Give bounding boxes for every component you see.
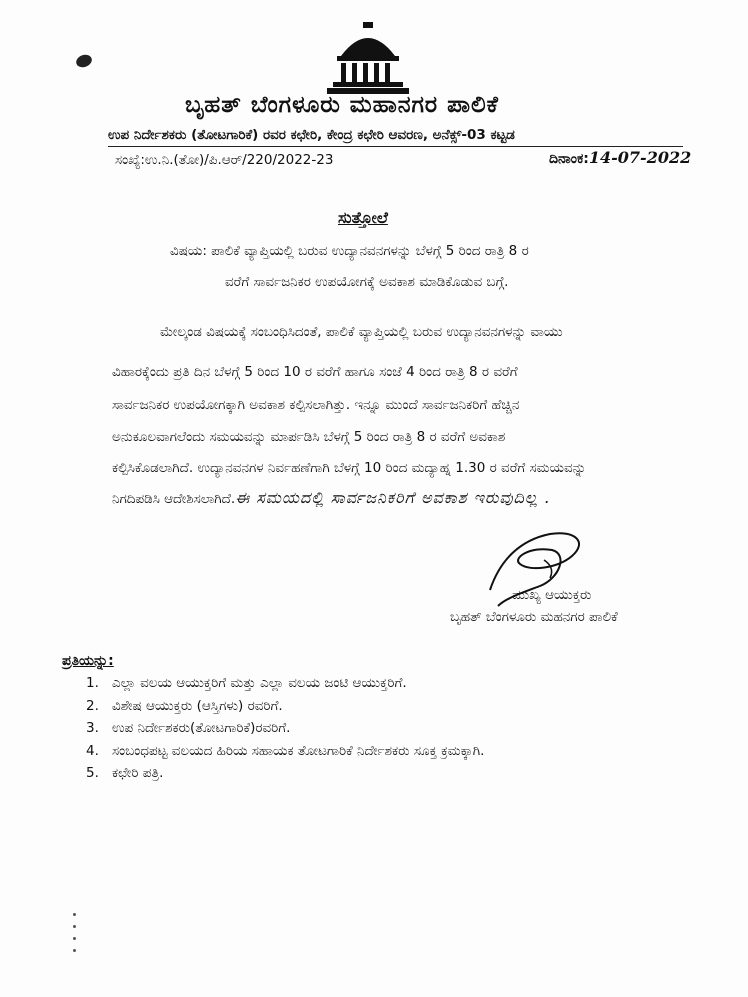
punch-mark [74,53,93,70]
date-value: 14-07-2022 [588,148,692,167]
body-line-last [112,488,702,509]
subject-line-2: ವರೆಗೆ ಸಾರ್ವಜನಿಕರ ಉಪಯೋಗಕ್ಕೆ ಅವಕಾಶ ಮಾಡಿಕೊಡುವ ಬಗ್ಗೆ. [225,274,509,290]
list-item: 4. ಸಂಬಂಧಪಟ್ಟ ವಲಯದ ಹಿರಿಯ ಸಹಾಯಕ ತೋಟಗಾರಿಕೆ ನಿರ್ದೇಶಕರು ಸೂಕ್ತ ಕ್ರಮಕ್ಕಾಗಿ. [86,742,485,759]
reference-number: ಸಂಖ್ಯೆ:ಉ.ನಿ.(ತೋ)/ಪಿ.ಆರ್/220/2022-23 [115,152,334,168]
bbmp-emblem-icon [325,22,411,94]
date-field [549,148,691,167]
body-line: ವಿಹಾರಕ್ಕೆಂದು ಪ್ರತಿ ದಿನ ಬೆಳಗ್ಗೆ 5 ರಿಂದ 10 ರ ವರೆಗೆ ಹಾಗೂ ಸಂಜೆ 4 ರಿಂದ ರಾತ್ರಿ 8 ರ ವರೆಗೆ [112,364,518,380]
list-item: 3. ಉಪ ನಿರ್ದೇಶಕರು(ತೋಟಗಾರಿಕೆ)ರವರಿಗೆ. [86,720,291,736]
organization-title: ಬೃಹತ್ ಬೆಂಗಳೂರು ಮಹಾನಗರ ಪಾಲಿಕೆ [185,92,499,118]
office-address: ಉಪ ನಿರ್ದೇಶಕರು (ತೋಟಗಾರಿಕೆ) ರವರ ಕಛೇರಿ, ಕೇಂದ್ರ ಕಛೇರಿ ಆವರಣ, ಅನೆಕ್ಸ್-03 ಕಟ್ಟಡ [108,127,515,143]
margin-dots [73,913,77,961]
body-printed-text: ನಿಗದಿಪಡಿಸಿ ಆದೇಶಿಸಲಾಗಿದೆ. [112,491,236,507]
copies-list [86,675,484,788]
body-line: ಸಾರ್ವಜನಿಕರ ಉಪಯೋಗಕ್ಕಾಗಿ ಅವಕಾಶ ಕಲ್ಪಿಸಲಾಗಿತ್ತು. ಇನ್ನೂ ಮುಂದೆ ಸಾರ್ವಜನಿಕರಿಗೆ ಹೆಚ್ಚಿನ [112,397,520,413]
header-divider [108,146,683,147]
signatory-designation: ಮುಖ್ಯ ಆಯುಕ್ತರು [512,587,592,603]
handwritten-addition: ಈ ಸಮಯದಲ್ಲಿ ಸಾರ್ವಜನಿಕರಿಗೆ ಅವಕಾಶ ಇರುವುದಿಲ್ಲ . [235,488,551,507]
list-item: 5. ಕಛೇರಿ ಪತ್ರಿ. [86,765,164,781]
subject-line-1: ವಿಷಯ: ಪಾಲಿಕೆ ವ್ಯಾಪ್ತಿಯಲ್ಲಿ ಬರುವ ಉದ್ಯಾನವನಗಳನ್ನು ಬೆಳಗ್ಗೆ 5 ರಿಂದ ರಾತ್ರಿ 8 ರ [170,243,529,259]
signatory-organization: ಬೃಹತ್ ಬೆಂಗಳೂರು ಮಹನಗರ ಪಾಲಿಕೆ [450,609,618,625]
list-item: 2. ವಿಶೇಷ ಆಯುಕ್ತರು (ಆಸ್ತಿಗಳು) ರವರಿಗೆ. [86,697,283,714]
signature [480,520,600,620]
body-line: ಅನುಕೂಲವಾಗಲೆಂದು ಸಮಯವನ್ನು ಮಾರ್ಪಡಿಸಿ ಬೆಳಗ್ಗೆ 5 ರಿಂದ ರಾತ್ರಿ 8 ರ ವರೆಗೆ ಅವಕಾಶ [112,429,506,445]
date-label: ದಿನಾಂಕ: [549,151,589,167]
list-item: 1. ಎಲ್ಲಾ ವಲಯ ಆಯುಕ್ತರಿಗೆ ಮತ್ತು ಎಲ್ಲಾ ವಲಯ ಜಂಟಿ ಆಯುಕ್ತರಿಗೆ. [86,675,407,691]
circular-heading: ಸುತ್ತೋಲೆ [338,208,388,227]
body-line: ಮೇಲ್ಕಂಡ ವಿಷಯಕ್ಕೆ ಸಂಬಂಧಿಸಿದಂತೆ, ಪಾಲಿಕೆ ವ್ಯಾಪ್ತಿಯಲ್ಲಿ ಬರುವ ಉದ್ಯಾನವನಗಳನ್ನು ವಾಯು [160,324,563,340]
body-line: ಕಲ್ಪಿಸಿಕೊಡಲಾಗಿದೆ. ಉದ್ಯಾನವನಗಳ ನಿರ್ವಹಣೆಗಾಗಿ ಬೆಳಗ್ಗೆ 10 ರಿಂದ ಮದ್ಯಾಹ್ನ 1.30 ರ ವರೆಗೆ ಸಮಯವನ್ನು [112,460,587,476]
copies-heading: ಪ್ರತಿಯನ್ನು: [62,653,114,669]
